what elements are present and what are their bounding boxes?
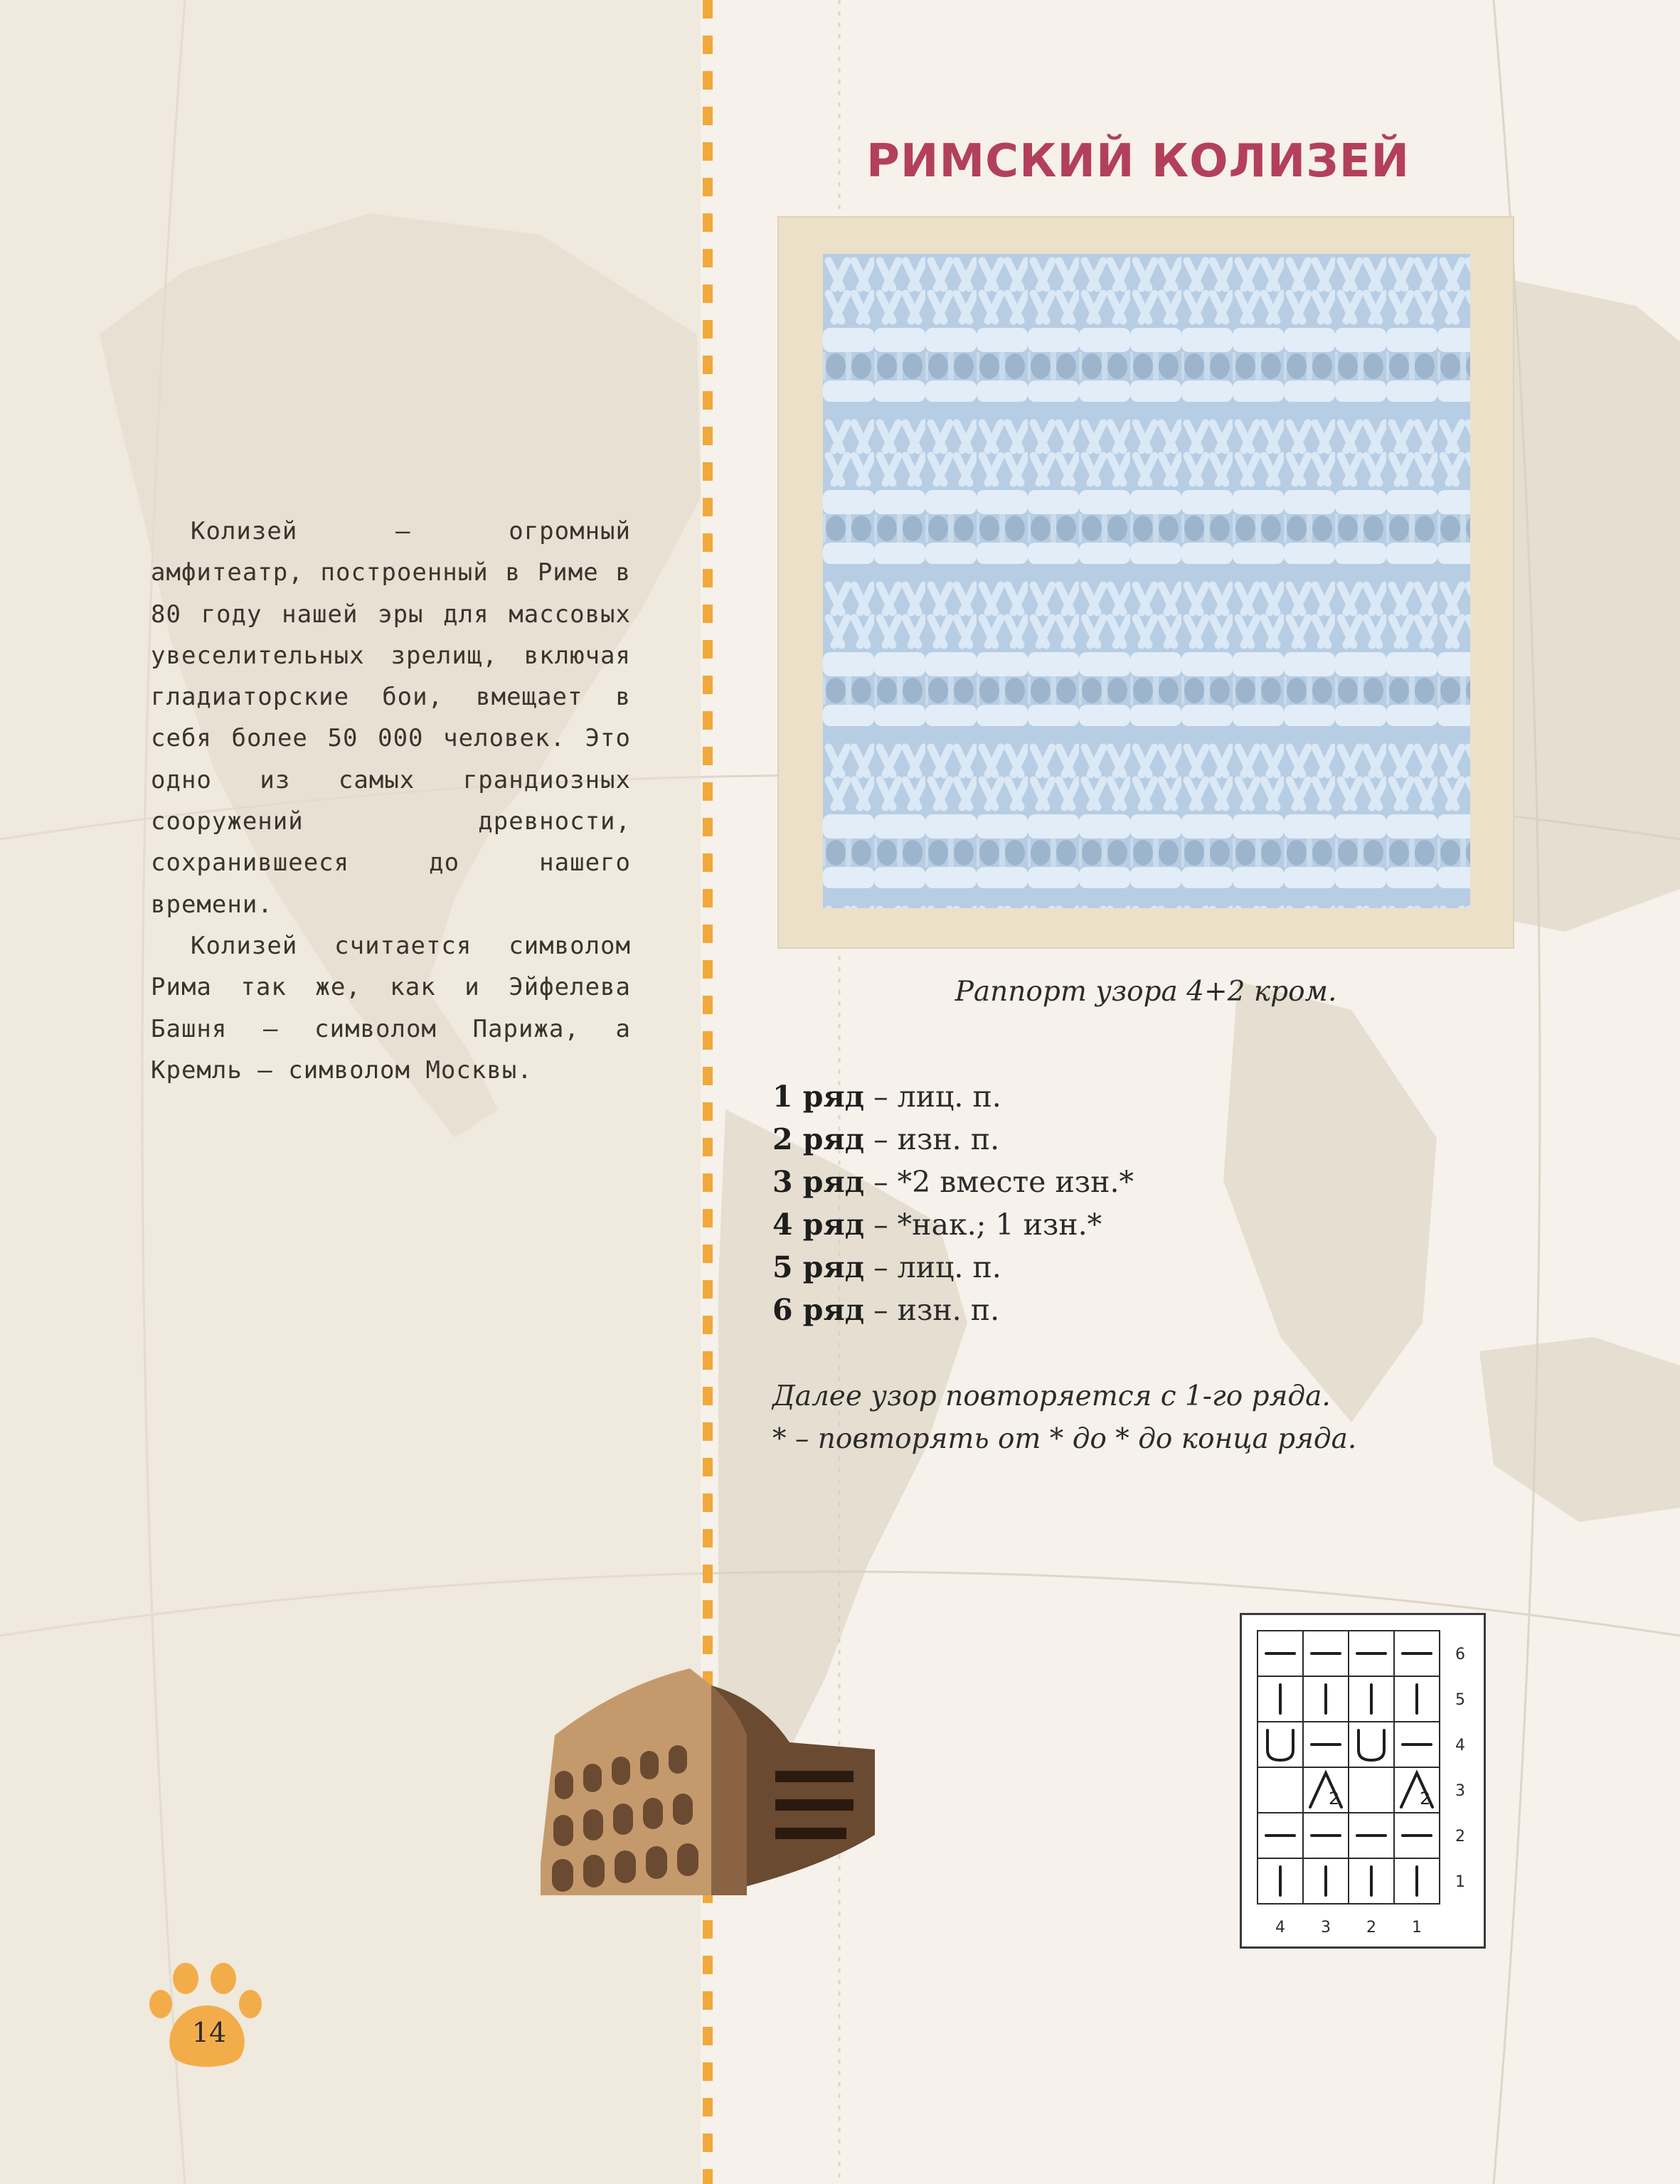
chart-col-number: 2 — [1366, 1919, 1376, 1937]
row-6 — [772, 1289, 1413, 1331]
row-4 — [772, 1203, 1413, 1246]
chart-row-number: 6 — [1455, 1646, 1465, 1663]
row-text: изн. п. — [897, 1122, 1000, 1156]
story-text — [151, 511, 631, 1091]
knitting-chart — [1240, 1613, 1486, 1949]
row-text: лиц. п. — [897, 1250, 1001, 1284]
row-label: 5 ряд — [772, 1250, 865, 1284]
row-text: лиц. п. — [897, 1080, 1001, 1114]
chart-decrease-label: 2 — [1329, 1789, 1340, 1809]
row-dash: – — [864, 1122, 898, 1156]
story-paragraph-1: Колизей – огромный амфитеатр, построенный в Риме в 80 году нашей эры для массовых увеселительных зрелищ, включая гладиаторские бои, вмещает в себя более 50 000 человек. Это одно из самых грандиозных сооружений древности, сохранившееся до нашего времени. — [151, 517, 631, 919]
row-label: 4 ряд — [772, 1208, 865, 1242]
chart-row-number: 4 — [1455, 1737, 1465, 1754]
knitted-sample-photo — [823, 254, 1470, 908]
row-text: *2 вместе изн.* — [897, 1165, 1134, 1199]
row-dash: – — [864, 1250, 898, 1284]
colosseum-illustration — [533, 1657, 875, 1895]
row-dash: – — [864, 1208, 898, 1242]
row-instructions — [772, 1075, 1413, 1331]
row-label: 6 ряд — [772, 1293, 865, 1327]
chart-col-number: 4 — [1275, 1919, 1285, 1937]
page-number: 14 — [191, 2017, 227, 2048]
chart-col-number: 1 — [1412, 1919, 1422, 1937]
chart-row-number: 2 — [1455, 1828, 1465, 1845]
row-3 — [772, 1161, 1413, 1203]
note-repeat: Далее узор повторяется с 1-го ряда. — [772, 1380, 1331, 1412]
paw-icon — [147, 1963, 267, 2070]
story-paragraph-2: Колизей считается символом Рима так же, как и Эйфелева Башня – символом Парижа, а Кремль – символом Москвы. — [151, 931, 631, 1085]
row-2 — [772, 1118, 1413, 1161]
chart-row-number: 3 — [1455, 1782, 1465, 1800]
row-label: 3 ряд — [772, 1165, 865, 1199]
row-dash: – — [864, 1293, 898, 1327]
row-dash: – — [864, 1165, 898, 1199]
row-1 — [772, 1075, 1413, 1118]
row-label: 2 ряд — [772, 1122, 865, 1156]
chart-decrease-label: 2 — [1420, 1789, 1431, 1809]
page-title: РИМСКИЙ КОЛИЗЕЙ — [866, 135, 1410, 188]
row-text: изн. п. — [897, 1293, 1000, 1327]
pattern-notes — [772, 1375, 1590, 1461]
chart-row-number: 5 — [1455, 1691, 1465, 1709]
knitting-chart-grid — [1242, 1615, 1484, 1946]
pattern-caption: Раппорт узора 4+2 кром. — [955, 976, 1337, 1008]
row-label: 1 ряд — [772, 1080, 865, 1114]
row-text: *нак.; 1 изн.* — [897, 1208, 1102, 1242]
row-dash: – — [864, 1080, 898, 1114]
chart-col-number: 3 — [1321, 1919, 1331, 1937]
note-asterisk: * – повторять от * до * до конца ряда. — [772, 1423, 1357, 1455]
row-5 — [772, 1246, 1413, 1289]
chart-row-number: 1 — [1455, 1873, 1465, 1891]
